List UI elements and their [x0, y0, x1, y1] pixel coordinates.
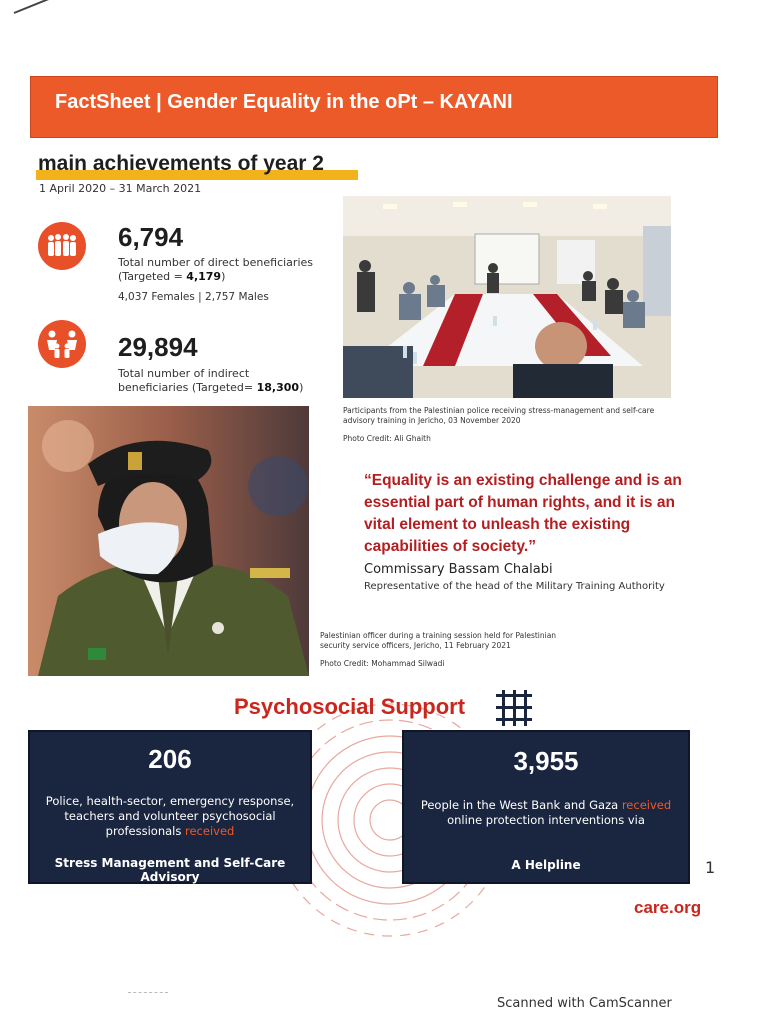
pen-mark — [14, 0, 59, 14]
stat-box-footer: Stress Management and Self-Care Advisory — [54, 856, 286, 884]
care-website-link[interactable]: care.org — [634, 898, 702, 917]
indirect-beneficiaries-number: 29,894 — [118, 332, 198, 362]
received-highlight: received — [185, 824, 235, 838]
psychosocial-title: Psychosocial Support — [234, 694, 466, 719]
stat-box-stress-management — [28, 730, 312, 884]
header-title: FactSheet | Gender Equality in the oPt – KAYANI — [55, 91, 513, 113]
direct-beneficiaries-desc: Total number of direct beneficiaries (Targeted = 4,179) — [118, 256, 313, 283]
direct-target: 4,179 — [186, 270, 222, 283]
direct-breakdown: 4,037 Females | 2,757 Males — [118, 291, 269, 303]
quote-author: Commissary Bassam Chalabi — [364, 562, 553, 577]
stat-box-text: Police, health-sector, emergency response, teachers and volunteer psychosocial professionals received — [45, 794, 295, 838]
indirect-beneficiaries-desc: Total number of indirect beneficiaries (Targeted= 18,300) — [118, 367, 304, 394]
meeting-photo — [343, 196, 671, 398]
achievements-date: 1 April 2020 – 31 March 2021 — [39, 182, 202, 195]
stat-box-number: 206 — [148, 744, 192, 774]
achievements-title: main achievements of year 2 — [38, 152, 324, 175]
meeting-photo-caption: Participants from the Palestinian police receiving stress-management and self-care advisory training in Jericho, 03 November 2020 — [343, 406, 655, 425]
header-banner — [30, 76, 718, 138]
grid-pattern-icon — [494, 690, 534, 726]
camscanner-watermark: Scanned with CamScanner — [497, 996, 672, 1011]
officer-photo — [28, 406, 309, 676]
stat-box-text: People in the West Bank and Gaza received online protection interventions via — [420, 798, 672, 827]
quote-author-role: Representative of the head of the Military Training Authority — [364, 581, 665, 592]
stat-box-number: 3,955 — [513, 746, 579, 776]
page-number: 1 — [705, 858, 716, 877]
quote-text: “Equality is an existing challenge and is an essential part of human rights, and it is an vital element to unleash the existing capabilities of society.” — [364, 472, 682, 555]
stat-box-footer: A Helpline — [511, 858, 581, 872]
group-people-icon — [38, 222, 86, 270]
received-highlight: received — [621, 798, 672, 812]
meeting-photo-credit: Photo Credit: Ali Ghaith — [343, 434, 431, 443]
scan-artifact — [128, 992, 168, 994]
officer-photo-caption: Palestinian officer during a training session held for Palestinian security service officers, Jericho, 11 February 2021 — [320, 631, 557, 650]
indirect-target: 18,300 — [256, 381, 300, 394]
officer-photo-credit: Photo Credit: Mohammad Silwadi — [320, 659, 445, 668]
stat-box-helpline — [402, 730, 690, 884]
family-people-icon — [38, 320, 86, 368]
direct-beneficiaries-number: 6,794 — [118, 222, 184, 252]
